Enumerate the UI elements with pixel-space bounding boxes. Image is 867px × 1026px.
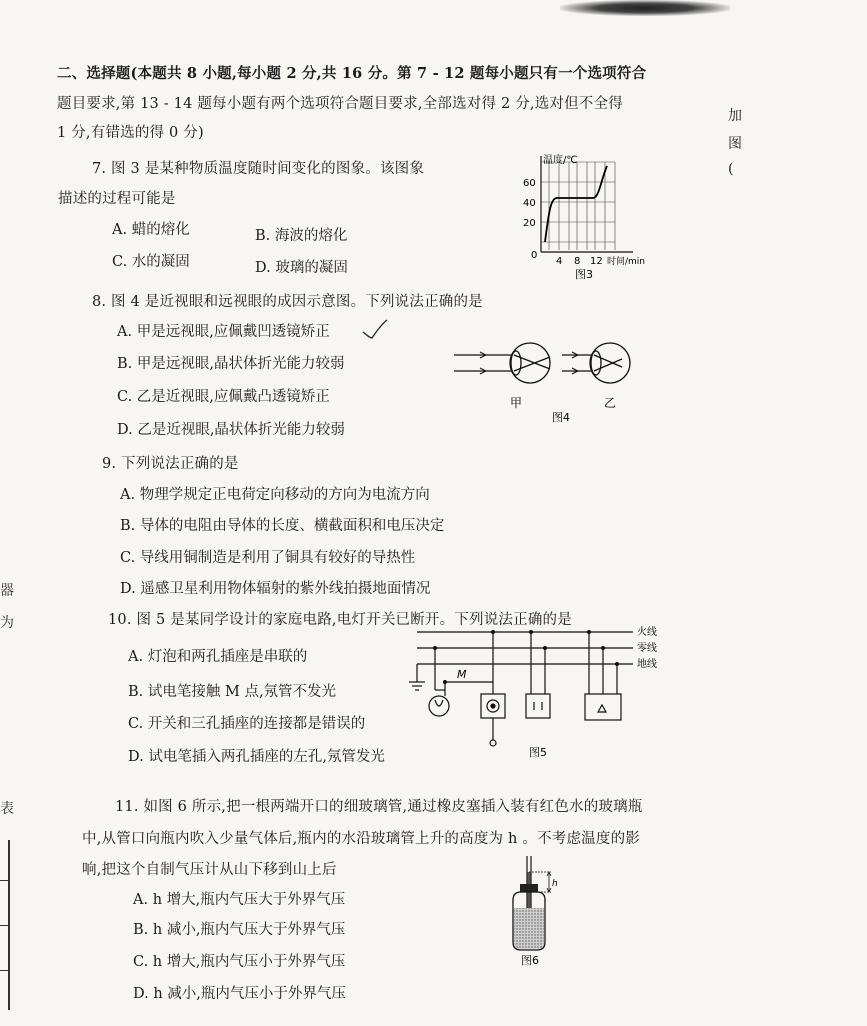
fig3-curve [545, 166, 607, 242]
section-header-line1: 二、选择题(本题共 8 小题,每小题 2 分,共 16 分。第 7 - 12 题每小题只有一个选项符合 [57, 65, 647, 82]
q9-option-b: B. 导体的电阻由导体的长度、横截面积和电压决定 [120, 518, 445, 534]
q10-option-b: B. 试电笔接触 M 点,氖管不发光 [128, 684, 337, 700]
fig4-eye-left [454, 343, 550, 383]
q7-option-a: A. 蜡的熔化 [112, 222, 190, 238]
section-header-line2: 题目要求,第 13 - 14 题每小题有两个选项符合题目要求,全部选对得 2 分,选对但不全得 [57, 96, 623, 112]
fig3-caption: 图3 [575, 268, 593, 281]
fig5-label-neutral: 零线 [637, 643, 657, 654]
margin-char: 为 [0, 615, 14, 631]
fig5-caption: 图5 [529, 746, 547, 759]
q8-option-b: B. 甲是远视眼,晶状体折光能力较弱 [117, 356, 345, 372]
margin-char: 器 [0, 583, 14, 599]
fig5-household-circuit [405, 620, 670, 760]
margin-char: ( [728, 161, 734, 177]
fig6-h-label: h [552, 879, 558, 889]
q8-stem: 8. 图 4 是近视眼和远视眼的成因示意图。下列说法正确的是 [92, 294, 483, 310]
q11-option-a: A. h 增大,瓶内气压大于外界气压 [133, 892, 346, 908]
fig3-temperature-graph [515, 150, 665, 285]
q10-stem: 10. 图 5 是某同学设计的家庭电路,电灯开关已断开。下列说法正确的是 [108, 612, 572, 628]
page-fold-shadow [560, 0, 730, 16]
q7-option-d: D. 玻璃的凝固 [255, 260, 348, 276]
q11-option-d: D. h 减小,瓶内气压小于外界气压 [133, 986, 346, 1002]
q11-stem-line2: 中,从管口向瓶内吹入少量气体后,瓶内的水沿玻璃管上升的高度为 h 。不考虑温度的影 [82, 831, 640, 847]
q10-option-c: C. 开关和三孔插座的连接都是错误的 [128, 716, 366, 732]
fig6-red-water [514, 908, 544, 949]
section-header-line3: 1 分,有错选的得 0 分) [57, 125, 204, 141]
fig3-xtick: 8 [574, 256, 581, 267]
fig5-two-hole-socket [526, 694, 550, 718]
fig5-label-live: 火线 [637, 627, 657, 638]
fig6-rubber-stopper [520, 884, 538, 892]
q11-stem-line1: 11. 如图 6 所示,把一根两端开口的细玻璃管,通过橡皮塞插入装有红色水的玻璃瓶 [115, 799, 643, 815]
fig3-ylabel: 温度/℃ [543, 155, 578, 166]
q9-option-d: D. 遥感卫星利用物体辐射的紫外线拍摄地面情况 [120, 581, 431, 597]
q7-stem-line1: 7. 图 3 是某种物质温度随时间变化的图象。该图象 [92, 161, 425, 177]
fig3-xlabel: 时间/min [607, 257, 646, 267]
fig5-label-ground: 地线 [637, 659, 657, 670]
fig6-caption: 图6 [521, 954, 539, 967]
fig4-eye-diagram [452, 335, 652, 435]
q8-handwritten-checkmark [360, 318, 390, 342]
fig4-label-right: 乙 [604, 396, 617, 410]
margin-char: 加 [728, 108, 742, 124]
fig4-caption: 图4 [552, 411, 570, 424]
q9-option-c: C. 导线用铜制造是利用了铜具有较好的导热性 [120, 550, 416, 566]
q7-stem-line2: 描述的过程可能是 [58, 191, 176, 207]
left-margin-fragments [0, 0, 12, 1026]
margin-char: 表 [0, 801, 14, 817]
fig3-ytick: 40 [523, 198, 536, 209]
fig3-ytick: 60 [523, 178, 536, 189]
fig4-label-left: 甲 [510, 396, 523, 410]
q8-option-a: A. 甲是远视眼,应佩戴凹透镜矫正 [117, 324, 330, 340]
fig3-origin: 0 [531, 250, 538, 261]
q11-option-c: C. h 增大,瓶内气压小于外界气压 [133, 954, 346, 970]
q10-option-d: D. 试电笔插入两孔插座的左孔,氖管发光 [128, 749, 385, 765]
q8-option-d: D. 乙是近视眼,晶状体折光能力较弱 [117, 422, 345, 438]
fig4-eye-right [562, 343, 630, 383]
margin-char: 图 [728, 136, 742, 152]
q8-option-c: C. 乙是近视眼,应佩戴凸透镜矫正 [117, 389, 330, 405]
q9-option-a: A. 物理学规定正电荷定向移动的方向为电流方向 [120, 487, 430, 503]
fig6-homemade-barometer [495, 850, 575, 970]
q11-option-b: B. h 减小,瓶内气压大于外界气压 [133, 922, 346, 938]
q7-option-c: C. 水的凝固 [112, 254, 190, 270]
fig5-point-m: M [457, 668, 467, 681]
q10-option-a: A. 灯泡和两孔插座是串联的 [128, 649, 308, 665]
fig3-xtick: 4 [556, 256, 563, 267]
q11-stem-line3: 响,把这个自制气压计从山下移到山上后 [82, 862, 337, 878]
q7-option-b: B. 海波的熔化 [255, 228, 348, 244]
fig3-xtick: 12 [590, 256, 603, 267]
fig3-ytick: 20 [523, 218, 536, 229]
q9-stem: 9. 下列说法正确的是 [102, 456, 239, 472]
